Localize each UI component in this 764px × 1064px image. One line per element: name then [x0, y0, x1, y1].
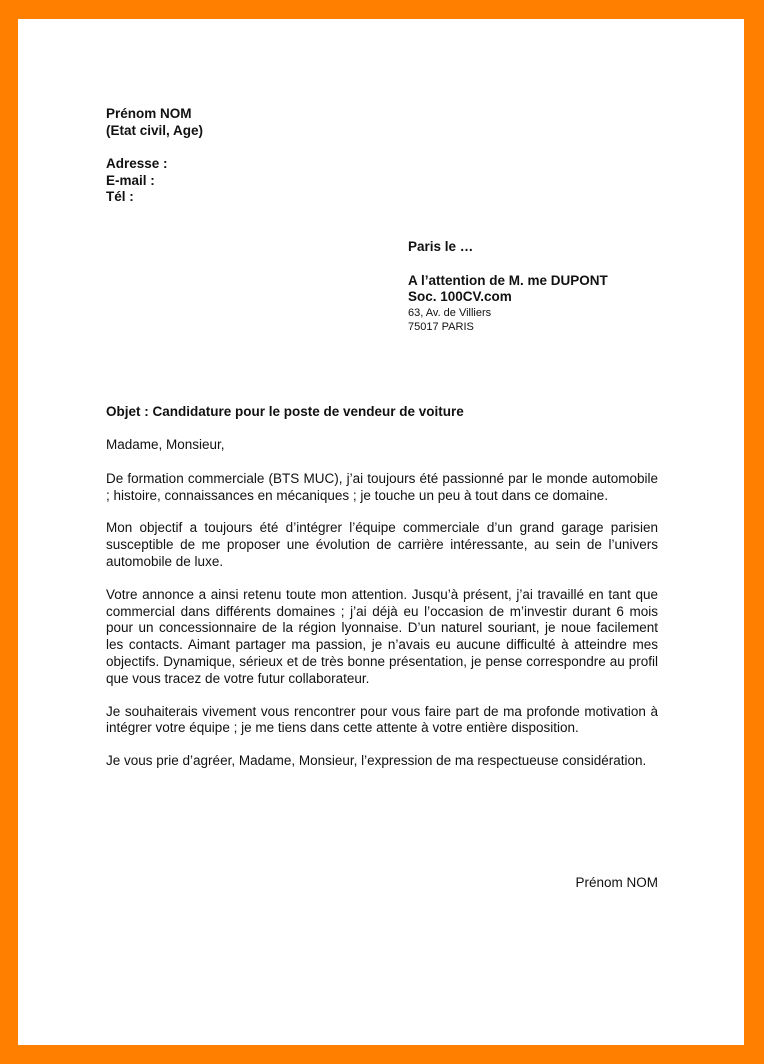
sender-email-label: E-mail :	[106, 172, 155, 188]
sender-civil-status: (Etat civil, Age)	[106, 122, 204, 138]
letter-paragraph: Je souhaiterais vivement vous rencontrer pour vous faire part de ma profonde motivation à intégrer votre équipe ; je me tiens dans cette attente à votre entière disposition.	[106, 703, 658, 736]
recipient-attention: A l’attention de M. me DUPONT	[408, 272, 608, 288]
recipient-company: Soc. 100CV.com	[408, 289, 512, 304]
letter-paragraph: Je vous prie d’agréer, Madame, Monsieur, l’expression de ma respectueuse considération.	[106, 753, 647, 769]
letter-paragraph: Mon objectif a toujours été d’intégrer l’équipe commerciale d’un grand garage parisien susceptible de me proposer une évolution de carrière intéressante, au sein de l’univers automobile de luxe.	[106, 520, 658, 569]
recipient-street: 63, Av. de Villiers	[408, 306, 492, 319]
letter-body	[106, 437, 658, 786]
letter-salutation: Madame, Monsieur,	[106, 437, 225, 452]
sender-address-label: Adresse :	[106, 156, 168, 171]
recipient-city: 75017 PARIS	[408, 320, 474, 333]
letter-paragraph: Votre annonce a ainsi retenu toute mon attention. Jusqu’à présent, j’ai travaillé en tant que commercial dans différents domaines ; j’ai déjà eu l’occasion de m’investir durant 6 mois pour un concessionnaire de la région lyonnaise. D’un naturel souriant, je noue facilement les contacts. Aimant partager ma passion, je n’avais eu aucune difficulté à atteindre mes objectifs. Dynamique, sérieux et de très bonne présentation, je pense correspondre au profil que vous tracez de votre futur collaborateur.	[106, 586, 658, 686]
sender-name: Prénom NOM	[106, 106, 192, 121]
letter-date: Paris le …	[408, 239, 474, 254]
letter-subject: Objet : Candidature pour le poste de vendeur de voiture	[106, 404, 464, 419]
letter-signature: Prénom NOM	[575, 875, 658, 890]
recipient-block	[408, 239, 608, 334]
sender-phone-label: Tél :	[106, 189, 134, 204]
sender-block	[106, 106, 203, 206]
letter-paragraph: De formation commerciale (BTS MUC), j’ai toujours été passionné par le monde automobile ; histoire, connaissances en mécaniques ; je touche un peu à tout dans ce domaine.	[106, 470, 658, 503]
